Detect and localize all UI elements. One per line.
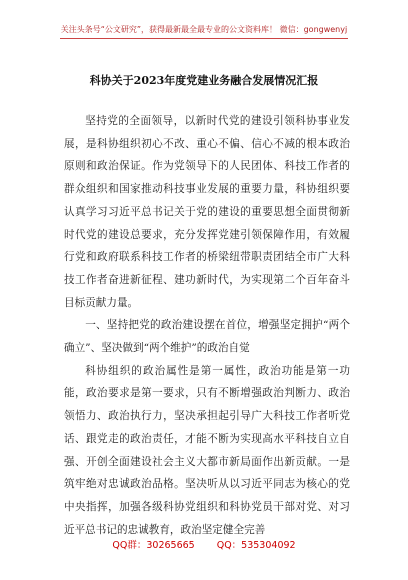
header-divider bbox=[60, 38, 348, 39]
footer-qq-group: QQ群：30265665 bbox=[112, 540, 195, 551]
footer-qq: QQ：535304092 bbox=[216, 540, 296, 551]
paragraph-intro: 坚持党的全面领导，以新时代党的建设引领科协事业发展，是科协组织初心不改、重心不偏、信心不减的根本政治原则和政治保证。作为党领导下的人民团体、科技工作者的群众组织和国家推动科技事业发展的重要力量，科协组织要认真学习习近平总书记关于党的建设的重要思想全面贯彻新时代党的建设总要求，充分发挥党建引领保障作用，有效履行党和政府联系科技工作者的桥梁纽带职责团结全市广大科技工作者奋进新征程、建功新时代，为实现第二个百年奋斗目标贡献力量。 bbox=[64, 115, 350, 309]
document-title: 科协关于2023年度党建业务融合发展情况汇报 bbox=[89, 74, 319, 87]
header-banner: 关注头条号“公文研究”，获得最新最全最专业的公文资料库！ 微信：gongwenyj bbox=[60, 25, 348, 34]
document-body bbox=[64, 110, 350, 541]
footer-contact bbox=[0, 537, 408, 551]
paragraph-section-1: 科协组织的政治属性是第一属性，政治功能是第一功能，政治要求是第一要求，只有不断增强政治判断力、政治领悟力、政治执行力，坚决承担起引导广大科技工作者听党话、跟党走的政治责任，才能不断为实现高水平科技自立自强、开创全面建设社会主义大都市新局面作出新贡献。一是筑牢绝对忠诚政治品格。坚决听从以习近平同志为核心的党中央指挥，加强各级科协党组织和科协党员干部对党、对习近平总书记的忠诚教育，政治坚定健全完善 bbox=[64, 364, 350, 536]
section-heading-1: 一、坚持把党的政治建设摆在首位，增强坚定拥护“两个确立”、坚决做到“两个维护”的政治自觉 bbox=[64, 319, 350, 355]
